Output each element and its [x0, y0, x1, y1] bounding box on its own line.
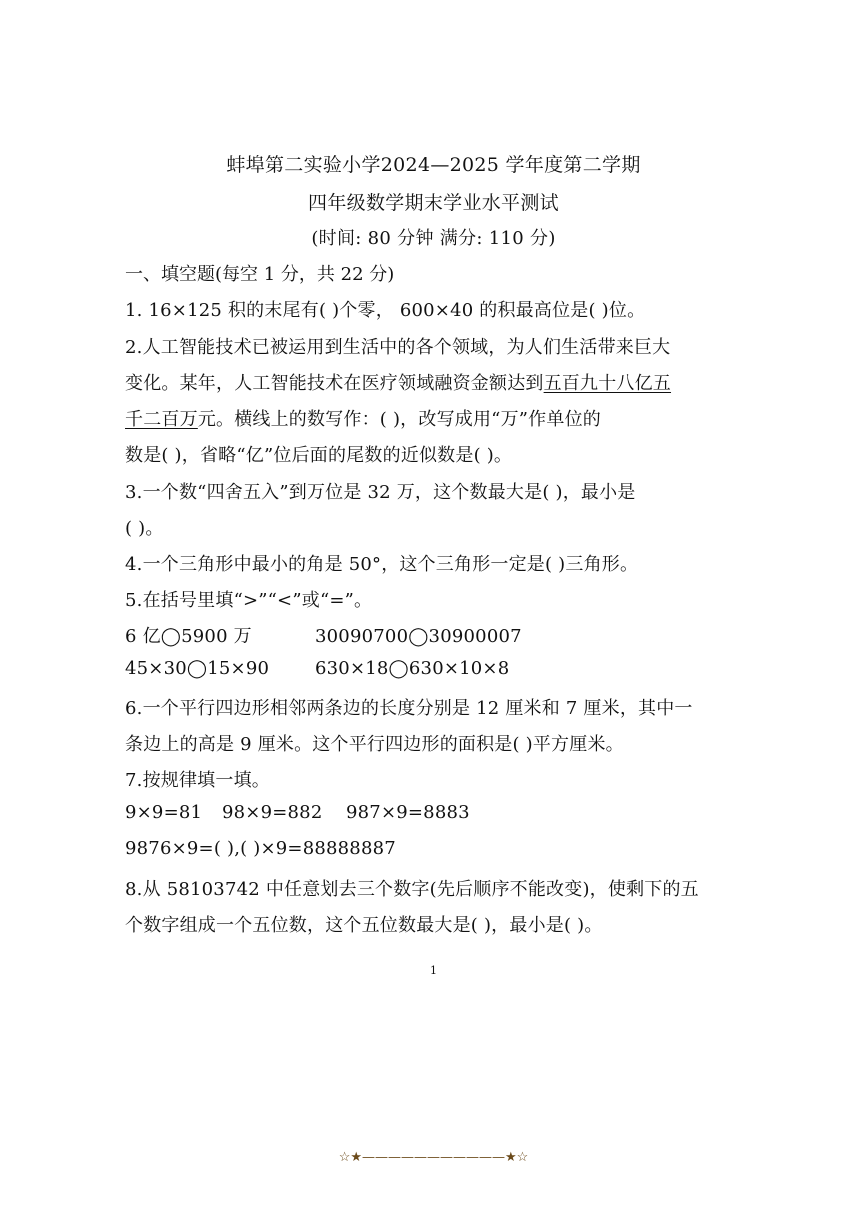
- compare-item-2: 30090700◯30900007: [315, 626, 522, 647]
- question-7: 7.按规律填一填。: [125, 770, 270, 791]
- question-2-line-4: 数是( )，省略“亿”位后面的尾数的近似数是( )。: [125, 445, 513, 466]
- pattern-item-3: 987×9=8883: [346, 802, 470, 823]
- exam-title-school: 蚌埠第二实验小学2024—2025 学年度第二学期: [226, 154, 641, 176]
- question-6-line-2: 条边上的高是 9 厘米。这个平行四边形的面积是( )平方厘米。: [125, 734, 624, 755]
- footer-decoration: ☆★———————————★☆: [338, 1150, 529, 1165]
- page-number: 1: [430, 964, 437, 977]
- compare-item-3: 45×30◯15×90: [125, 658, 270, 679]
- question-7-row-2: 9876×9=( ),( )×9=88888887: [125, 838, 396, 859]
- question-5-row-2: [125, 658, 509, 679]
- question-7-row-1: [125, 802, 470, 823]
- question-2-underlined-number-end: 千二百万: [125, 409, 198, 430]
- question-2-line-3: [125, 405, 601, 431]
- compare-item-1: 6 亿◯5900 万: [125, 626, 252, 647]
- question-2-line-2: [125, 369, 671, 395]
- question-1: 1. 16×125 积的末尾有( )个零， 600×40 的积最高位是( )位。: [125, 300, 646, 321]
- question-5-row-1: [125, 622, 522, 648]
- pattern-item-2: 98×9=882: [222, 802, 323, 823]
- question-8-line-2: 个数字组成一个五位数，这个五位数最大是( )，最小是( )。: [125, 915, 603, 936]
- question-4: 4.一个三角形中最小的角是 50°，这个三角形一定是( )三角形。: [125, 554, 639, 575]
- question-2-text: 变化。某年，人工智能技术在医疗领域融资金额达到: [125, 373, 544, 394]
- question-8-line-1: 8.从 58103742 中任意划去三个数字(先后顺序不能改变)，使剩下的五: [125, 879, 699, 900]
- question-3-line-1: 3.一个数“四舍五入”到万位是 32 万，这个数最大是( )，最小是: [125, 482, 636, 503]
- question-2-underlined-number: 五百九十八亿五: [543, 373, 672, 394]
- question-3-line-2: ( )。: [125, 518, 164, 539]
- question-2-text-cont: 元。横线上的数写作：( )，改写成用“万”作单位的: [197, 409, 601, 430]
- exam-time-score: (时间: 80 分钟 满分: 110 分): [311, 228, 556, 249]
- pattern-item-1: 9×9=81: [125, 802, 203, 823]
- section-heading-fill-blanks: 一、填空题(每空 1 分，共 22 分): [125, 264, 395, 285]
- question-6-line-1: 6.一个平行四边形相邻两条边的长度分别是 12 厘米和 7 厘米，其中一: [125, 698, 693, 719]
- compare-item-4: 630×18◯630×10×8: [315, 658, 510, 679]
- exam-title-subject: 四年级数学期末学业水平测试: [308, 192, 559, 214]
- question-2-line-1: 2.人工智能技术已被运用到生活中的各个领域，为人们生活带来巨大: [125, 337, 671, 358]
- question-5: 5.在括号里填“>”“<”或“=”。: [125, 590, 373, 611]
